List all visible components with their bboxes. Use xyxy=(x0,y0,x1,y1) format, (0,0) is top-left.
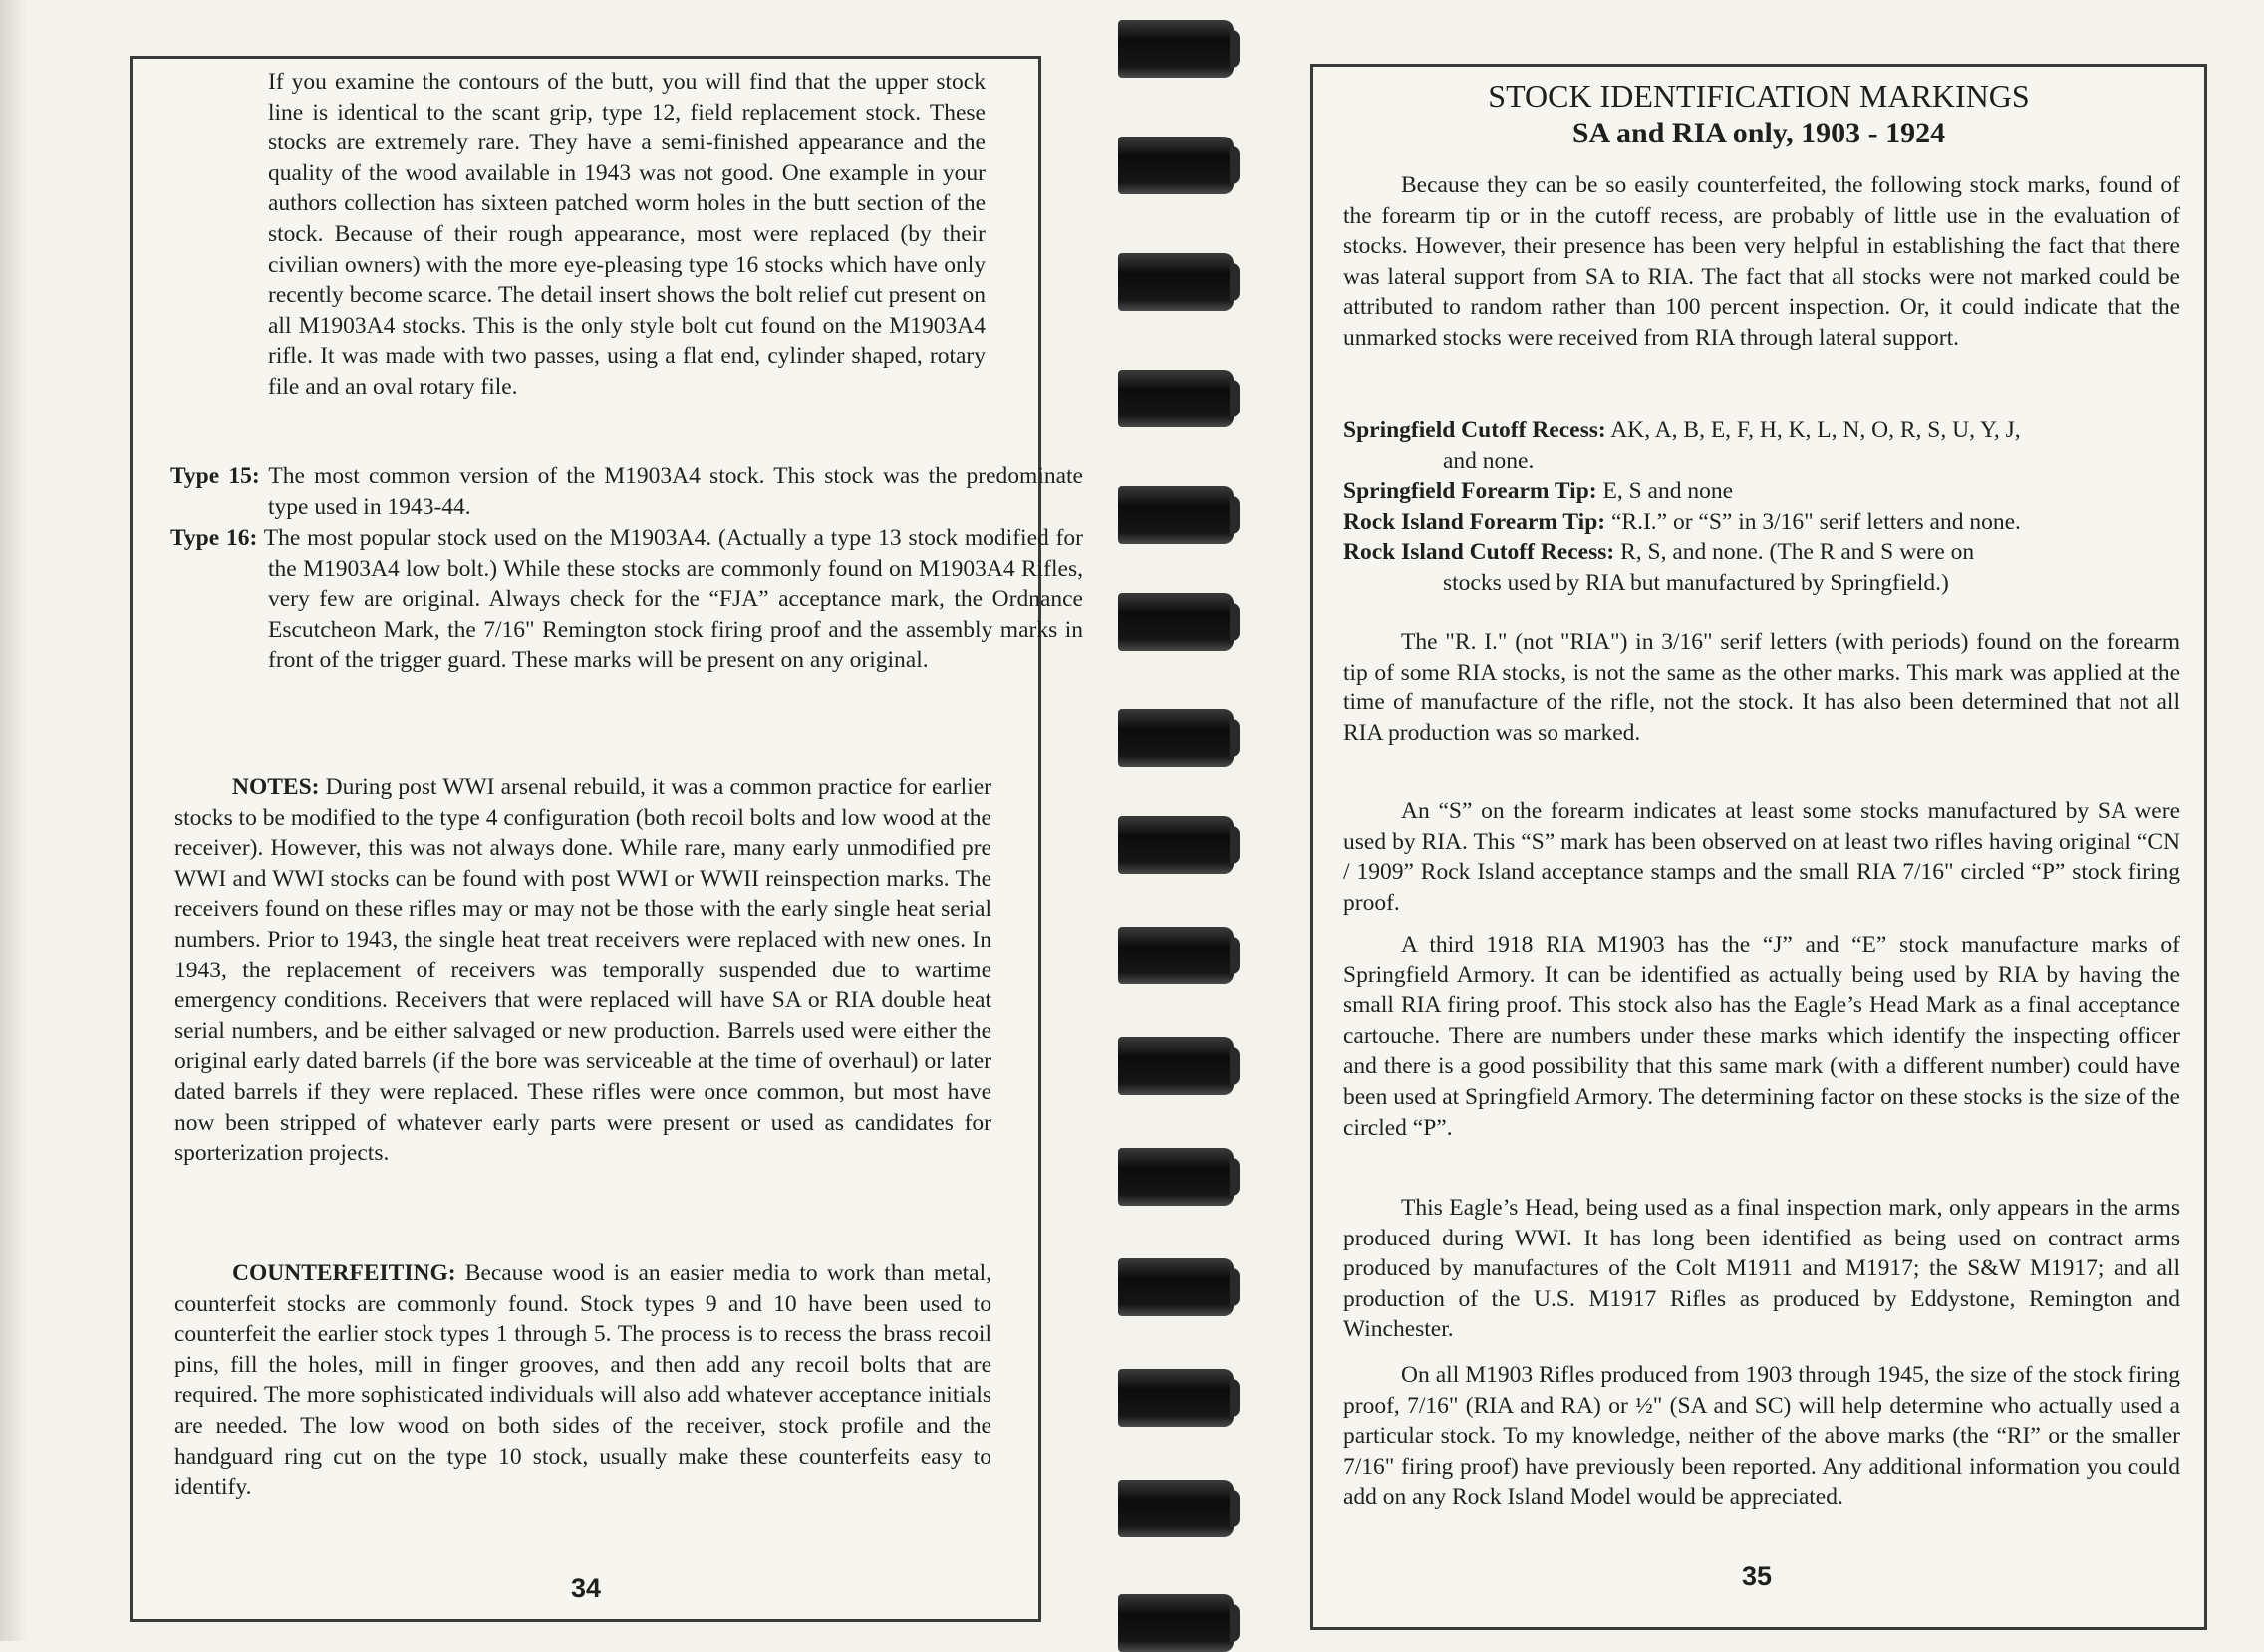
binding-coil xyxy=(1118,1369,1234,1427)
counterfeiting-paragraph xyxy=(174,1258,991,1503)
binding-coil xyxy=(1118,1594,1234,1652)
type-15-label: Type 15: xyxy=(170,463,260,489)
binding-coil xyxy=(1118,593,1234,651)
type-15-text: The most common version of the M1903A4 stock. This stock was the predominate type used in 1943-44. xyxy=(259,463,1083,520)
type-16-entry xyxy=(170,523,1083,676)
rock-island-cutoff-recess: Rock Island Cutoff Recess: R, S, and none. (The R and S were on xyxy=(1343,539,1975,566)
springfield-forearm-tip: Springfield Forearm Tip: E, S and none xyxy=(1343,478,1734,505)
type-15-entry xyxy=(170,461,1083,522)
page-title: STOCK IDENTIFICATION MARKINGS xyxy=(1488,78,2030,114)
binding-coil xyxy=(1118,1480,1234,1537)
notes-heading: NOTES: xyxy=(232,774,320,800)
springfield-cutoff-recess-cont: and none. xyxy=(1443,447,1535,474)
eagles-head-paragraph: This Eagle’s Head, being used as a final inspection mark, only appears in the arms produced during WWI. It has long been identified as being used on contract arms produced by manufactures of the Colt M1911 and M1917; the S&W M1917; and all production of the U.S. M1917 Rifles as produced by Eddystone, Remington and Winchester. xyxy=(1343,1195,2180,1343)
intro-paragraph: If you examine the contours of the butt, you will find that the upper stock line is identical to the scant grip, type 12, field replacement stock. These stocks are extremely rare. They have a semi-finished appearance and the quality of the wood available in 1943 was not good. One example in your authors collection has sixteen patched worm holes in the butt section of the stock. Because of their rough appearance, most were replaced (by their civilian owners) with the more eye-pleasing type 16 stocks which have only recently become scarce. The detail insert shows the bolt relief cut present on all M1903A4 stocks. This is the only style bolt cut found on the M1903A4 rifle. It was made with two passes, using a flat end, cylinder shaped, rotary file and an oval rotary file. xyxy=(268,69,986,400)
marks-list xyxy=(1343,415,2180,599)
s-mark-paragraph: An “S” on the forearm indicates at least some stocks manufactured by SA were used by RIA. This “S” mark has been observed on at least two rifles having original “CN / 1909” Rock Island acceptance stamps and the small RIA 7/16" circled “P” stock firing proof. xyxy=(1343,798,2180,916)
type-16-label: Type 16: xyxy=(170,525,258,551)
intro-paragraph: Because they can be so easily counterfeited, the following stock marks, found of the forearm tip or in the cutoff recess, are probably of little use in the evaluation of stocks. However, their presence has been very helpful in establishing the fact that there was lateral support from SA to RIA. The fact that all stocks were not marked could be attributed to random rather than 100 percent inspection. Or, it could indicate that the unmarked stocks were received from RIA through lateral support. xyxy=(1343,172,2180,351)
right-page xyxy=(1310,64,2207,1630)
notes-paragraph xyxy=(174,772,991,1169)
third-rifle-paragraph: A third 1918 RIA M1903 has the “J” and “E” stock manufacture marks of Springfield Armory. It can be identified as actually being used by RIA by having the small RIA firing proof. This stock also has the Eagle’s Head Mark as a final acceptance cartouche. There are numbers under these marks which identify the inspecting officer and there is a good possibility that this same mark (with a different number) could have been used at Springfield Armory. The determining factor on these stocks is the size of the circled “P”. xyxy=(1343,932,2180,1141)
rock-island-forearm-tip: Rock Island Forearm Tip: “R.I.” or “S” in 3/16" serif letters and none. xyxy=(1343,508,2021,535)
binding-coil xyxy=(1118,709,1234,767)
counterfeiting-heading: COUNTERFEITING: xyxy=(232,1260,456,1286)
binding-coil xyxy=(1118,1148,1234,1206)
firing-proof-paragraph: On all M1903 Rifles produced from 1903 through 1945, the size of the stock firing proof, 7/16" (RIA and RA) or ½" (SA and SC) will help determine who actually used a particular stock. To my knowledge, neither of the above marks (the “RI” or the smaller 7/16" firing proof) have previously been reported. Any additional information you could add on any Rock Island Model would be appreciated. xyxy=(1343,1362,2180,1511)
binding-coil xyxy=(1118,137,1234,194)
type-16-text: The most popular stock used on the M1903A4. (Actually a type 13 stock modified for the M1903A4 low bolt.) While these stocks are commonly found on M1903A4 Rifles, very few are original. Always check for the “FJA” acceptance mark, the Ordnance Escutcheon Mark, the 7/16" Remington stock firing proof and the assembly marks in front of the trigger guard. These marks will be present on any original. xyxy=(257,525,1083,674)
left-page xyxy=(130,56,1083,1622)
spiral-binding xyxy=(1106,0,1246,1641)
springfield-cutoff-recess: Springfield Cutoff Recess: AK, A, B, E, F, H, K, L, N, O, R, S, U, Y, J, xyxy=(1343,417,2021,443)
ri-mark-paragraph: The "R. I." (not "RIA") in 3/16" serif letters (with periods) found on the forearm tip of some RIA stocks, is not the same as the other marks. This mark was applied at the time of manufacture of the rifle, not the stock. It has also been determined that not all RIA production was so marked. xyxy=(1343,629,2180,746)
page-number-right: 35 xyxy=(1742,1561,1773,1591)
counterfeiting-text: Because wood is an easier media to work than metal, counterfeit stocks are commonly found. Stock types 9 and 10 have been used to counterfeit the earlier stock types 1 through 5. The process is to recess the brass recoil pins, fill the holes, mill in finger grooves, and then add any recoil bolts that are required. The more sophisticated individuals will also add whatever acceptance initials are needed. The low wood on both sides of the receiver, stock profile and the handguard ring cut on the type 10 stock, usually make these counterfeits easy to identify. xyxy=(174,1260,991,1501)
notes-text: During post WWI arsenal rebuild, it was a common practice for earlier stocks to be modified to the type 4 configuration (both recoil bolts and low wood at the receiver). However, this was not always done. While rare, many early unmodified pre WWI and WWI stocks can be found with post WWI or WWII reinspection marks. The receivers found on these rifles may or may not be those with the early single heat serial numbers. Prior to 1943, the single heat treat receivers were replaced with new ones. In 1943, the replacement of receivers was temporally suspended due to wartime emergency conditions. Receivers that were replaced will have SA or RIA double heat serial numbers, and be either salvaged or new production. Barrels used were either the original early dated barrels (if the bore was serviceable at the time of overhaul) or later dated barrels if they were replaced. These rifles were once common, but most have now been stripped of whatever early parts were present or used as candidates for sporterization projects. xyxy=(174,774,991,1167)
binding-coil xyxy=(1118,816,1234,874)
binding-coil xyxy=(1118,1037,1234,1095)
binding-coil xyxy=(1118,927,1234,984)
binding-coil xyxy=(1118,486,1234,544)
book-edge xyxy=(0,0,28,1641)
page-subtitle: SA and RIA only, 1903 - 1924 xyxy=(1571,117,1946,149)
binding-coil xyxy=(1118,1258,1234,1316)
page-number-left: 34 xyxy=(571,1573,602,1603)
binding-coil xyxy=(1118,370,1234,427)
binding-coil xyxy=(1118,20,1234,78)
binding-coil xyxy=(1118,253,1234,311)
rock-island-cutoff-recess-cont: stocks used by RIA but manufactured by Springfield.) xyxy=(1443,569,1949,596)
